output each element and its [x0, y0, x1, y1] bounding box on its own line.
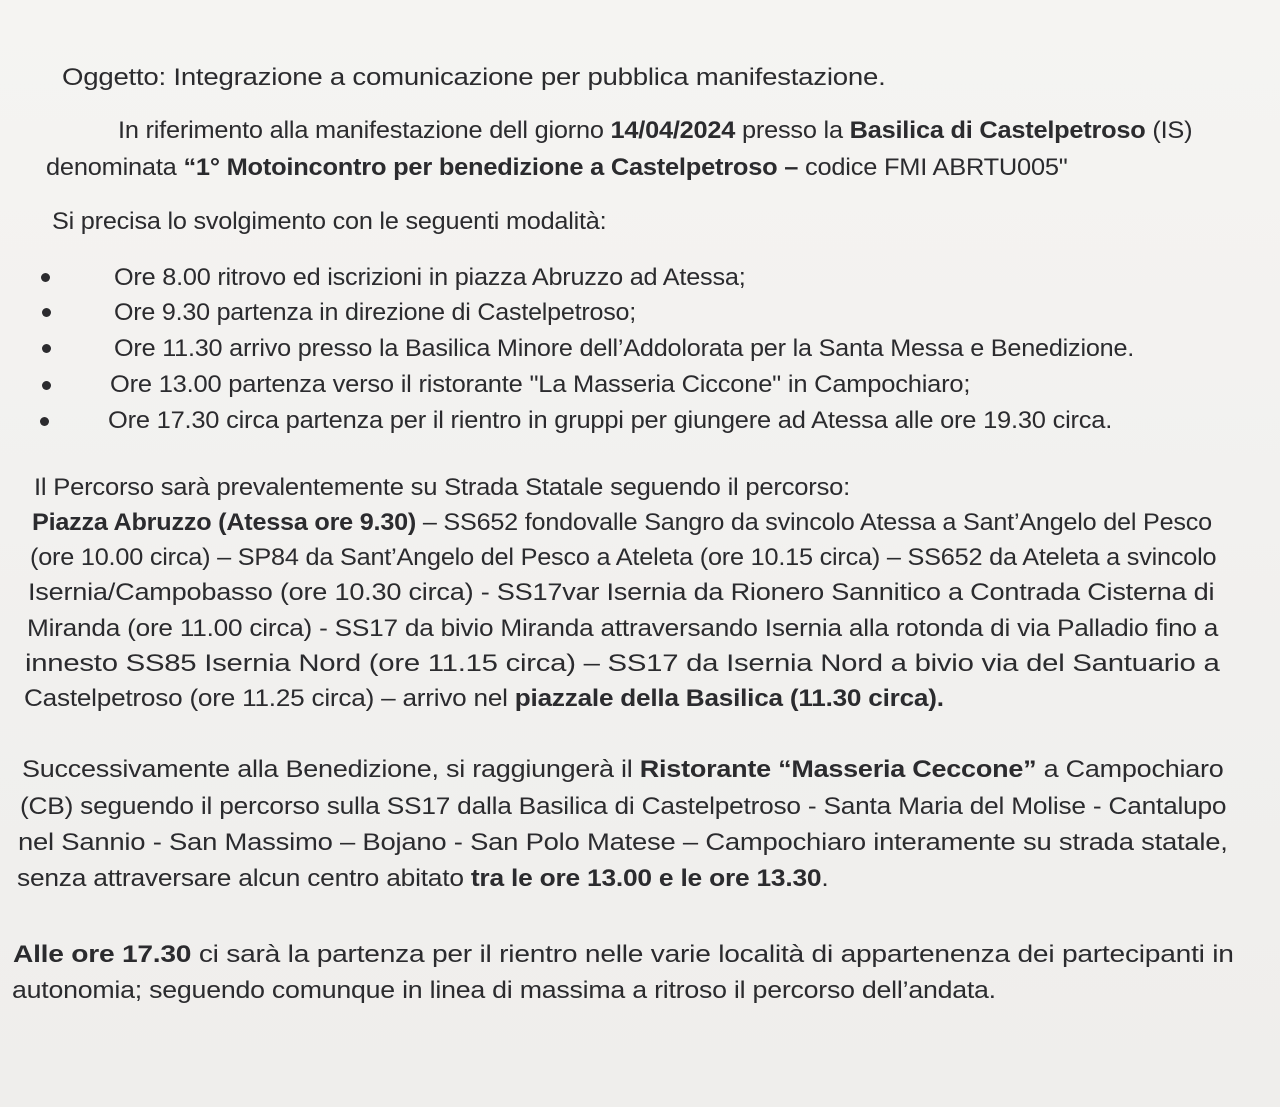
subject-line: Oggetto: Integrazione a comunicazione per pubblica manifestazione. — [62, 64, 886, 91]
lunch-time: tra le ore 13.00 e le ore 13.30 — [470, 865, 822, 892]
route-end: piazzale della Basilica (11.30 circa). — [514, 685, 944, 712]
bullet-icon — [42, 381, 51, 390]
modalities-label: Si precisa lo svolgimento con le seguenti modalità: — [52, 208, 607, 235]
event-place: Basilica di Castelpetroso — [849, 117, 1146, 144]
route-line-2: (ore 10.00 circa) – SP84 da Sant’Angelo del Pesco a Ateleta (ore 10.15 circa) – SS652 da Ateleta a svincolo — [30, 544, 1217, 571]
bullet-icon — [40, 417, 49, 426]
return-line-2: autonomia; seguendo comunque in linea di massima a ritroso il percorso dell’andata. — [12, 977, 996, 1004]
bullet-icon — [41, 273, 50, 282]
bullet-icon — [42, 344, 51, 353]
schedule-item: Ore 9.30 partenza in direzione di Castelpetroso; — [114, 299, 637, 326]
bullet-icon — [42, 308, 51, 317]
route-line-5: innesto SS85 Isernia Nord (ore 11.15 circa) – SS17 da Isernia Nord a bivio via del Santuario a — [25, 650, 1220, 677]
return-line-1: Alle ore 17.30 ci sarà la partenza per il rientro nelle varie località di appartenenza dei partecipanti in — [13, 941, 1234, 968]
schedule-item: Ore 17.30 circa partenza per il rientro in gruppi per giungere ad Atessa alle ore 19.30 circa. — [108, 407, 1113, 434]
return-time: Alle ore 17.30 — [13, 941, 192, 968]
schedule-item: Ore 11.30 arrivo presso la Basilica Minore dell’Addolorata per la Santa Messa e Benedizione. — [114, 335, 1135, 362]
route-intro: Il Percorso sarà prevalentemente su Strada Statale seguendo il percorso: — [34, 474, 851, 501]
restaurant-name: Ristorante “Masseria Ceccone” — [639, 756, 1037, 783]
intro-line-1: In riferimento alla manifestazione dell giorno 14/04/2024 presso la Basilica di Castelpetroso (IS) — [118, 117, 1193, 144]
after-line-3: nel Sannio - San Massimo – Bojano - San Polo Matese – Campochiaro interamente su strada statale, — [18, 829, 1228, 856]
intro-line-2: denominata “1° Motoincontro per benedizione a Castelpetroso – codice FMI ABRTU005" — [46, 154, 1068, 181]
route-start: Piazza Abruzzo (Atessa ore 9.30) — [32, 509, 417, 536]
schedule-item: Ore 8.00 ritrovo ed iscrizioni in piazza Abruzzo ad Atessa; — [114, 264, 746, 291]
after-line-1: Successivamente alla Benedizione, si raggiungerà il Ristorante “Masseria Ceccone” a Campochiaro — [22, 756, 1224, 783]
event-name: “1° Motoincontro per benedizione a Castelpetroso – — [183, 154, 799, 181]
route-line-1: Piazza Abruzzo (Atessa ore 9.30) – SS652 fondovalle Sangro da svincolo Atessa a Sant’Angelo del Pesco — [32, 509, 1212, 536]
event-date: 14/04/2024 — [610, 117, 736, 144]
after-line-4: senza attraversare alcun centro abitato tra le ore 13.00 e le ore 13.30. — [17, 865, 829, 892]
route-line-3: Isernia/Campobasso (ore 10.30 circa) - SS17var Isernia da Rionero Sannitico a Contrada Cisterna di — [28, 579, 1215, 606]
schedule-item: Ore 13.00 partenza verso il ristorante "La Masseria Ciccone" in Campochiaro; — [110, 371, 971, 398]
route-line-6: Castelpetroso (ore 11.25 circa) – arrivo nel piazzale della Basilica (11.30 circa). — [24, 685, 944, 712]
route-line-4: Miranda (ore 11.00 circa) - SS17 da bivio Miranda attraversando Isernia alla rotonda di via Palladio fino a — [27, 615, 1219, 642]
after-line-2: (CB) seguendo il percorso sulla SS17 dalla Basilica di Castelpetroso - Santa Maria del Molise - Cantalupo — [20, 793, 1227, 820]
